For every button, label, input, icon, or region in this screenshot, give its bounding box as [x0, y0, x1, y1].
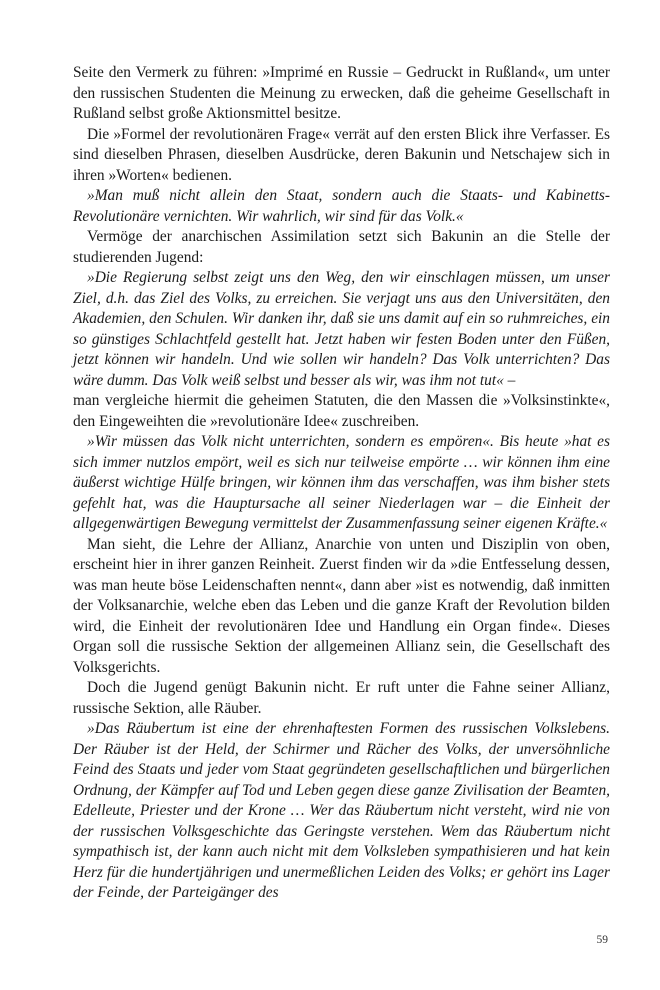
paragraph-5: Man sieht, die Lehre der Allianz, Anarchie von unten und Disziplin von oben, erscheint hier in ihrer ganzen Reinheit. Zuerst finden wir da »die Entfesselung dessen, was man heute böse Leidenschaften nennt«, dann aber »ist es notwendig, daß inmitten der Volksanarchie, welche eben das Leben und die ganze Kraft der Revolution bilden wird, die Einheit der revolutionären Idee und Handlung ein Organ finde«. Dieses Organ soll die russische Sektion der allgemeinen Allianz sein, die Gesellschaft des Volksgerichts.: [73, 535, 610, 676]
page-number: 59: [596, 934, 608, 946]
quote-3: »Wir müssen das Volk nicht unterrichten, sondern es empören«. Bis heute »hat es sich immer nutzlos empört, weil es sich nur teilweise empörte … wir können ihm eine äußerst wichtige Hülfe bringen, wir können ihm das verschaffen, was ihm bisher stets gefehlt hat, was die Hauptursache all seiner Niederlagen war – die Einheit der allgegenwärtigen Bewegung vermittelst der Zusammenfassung seiner eigenen Kräfte.«: [73, 433, 610, 532]
paragraph-2: Die »Formel der revolutionären Frage« verrät auf den ersten Blick ihre Verfasser. Es sind dieselben Phrasen, dieselben Ausdrücke, deren Bakunin und Netschajew sich in ihren »Worten« bedienen.: [73, 125, 610, 184]
quote-2: »Die Regierung selbst zeigt uns den Weg, den wir einschlagen müssen, um unser Ziel, d.h. das Ziel des Volks, zu erreichen. Sie verjagt uns aus den Universitäten, den Akademien, den Schulen. Wir danken ihr, daß sie uns damit auf ein so ruhmreiches, ein so günstiges Schlachtfeld gestellt hat. Jetzt haben wir festen Boden unter den Füßen, jetzt können wir handeln. Und wie sollen wir handeln? Das Volk unterrichten? Das wäre dumm. Das Volk weiß selbst und besser als wir, was ihm not tut« –: [73, 269, 610, 389]
paragraph-3: Vermöge der anarchischen Assimilation setzt sich Bakunin an die Stelle der studierenden Jugend:: [73, 228, 610, 266]
quote-1: »Man muß nicht allein den Staat, sondern auch die Staats- und Kabinetts-Revolutionäre vernichten. Wir wahrlich, wir sind für das Volk.«: [73, 187, 610, 225]
paragraph-6: Doch die Jugend genügt Bakunin nicht. Er ruft unter die Fahne seiner Allianz, russische Sektion, alle Räuber.: [73, 679, 610, 717]
paragraph-4: man vergleiche hiermit die geheimen Statuten, die den Massen die »Volksinstinkte«, den Eingeweihten die »revolutionäre Idee« zuschreiben.: [73, 392, 610, 430]
page-body: [73, 63, 610, 904]
paragraph-1: Seite den Vermerk zu führen: »Imprimé en Russie – Gedruckt in Rußland«, um unter den russischen Studenten die Meinung zu erwecken, daß die geheime Gesellschaft in Rußland selbst große Aktionsmittel besitze.: [73, 64, 610, 122]
quote-4: »Das Räubertum ist eine der ehrenhaftesten Formen des russischen Volkslebens. Der Räuber ist der Held, der Schirmer und Rächer des Volks, der unversöhnliche Feind des Staats und jeder vom Staat gegründeten gesellschaftlichen und bürgerlichen Ordnung, der Kämpfer auf Tod und Leben gegen diese ganze Zivilisation der Beamten, Edelleute, Priester und der Krone … Wer das Räubertum nicht versteht, wird nie von der russischen Volksgeschichte das Geringste verstehen. Wem das Räubertum nicht sympathisch ist, der kann auch nicht mit dem Volksleben sympathisieren und hat kein Herz für die hundertjährigen und unermeßlichen Leiden des Volks; er gehört ins Lager der Feinde, der Parteigänger des: [73, 720, 610, 901]
